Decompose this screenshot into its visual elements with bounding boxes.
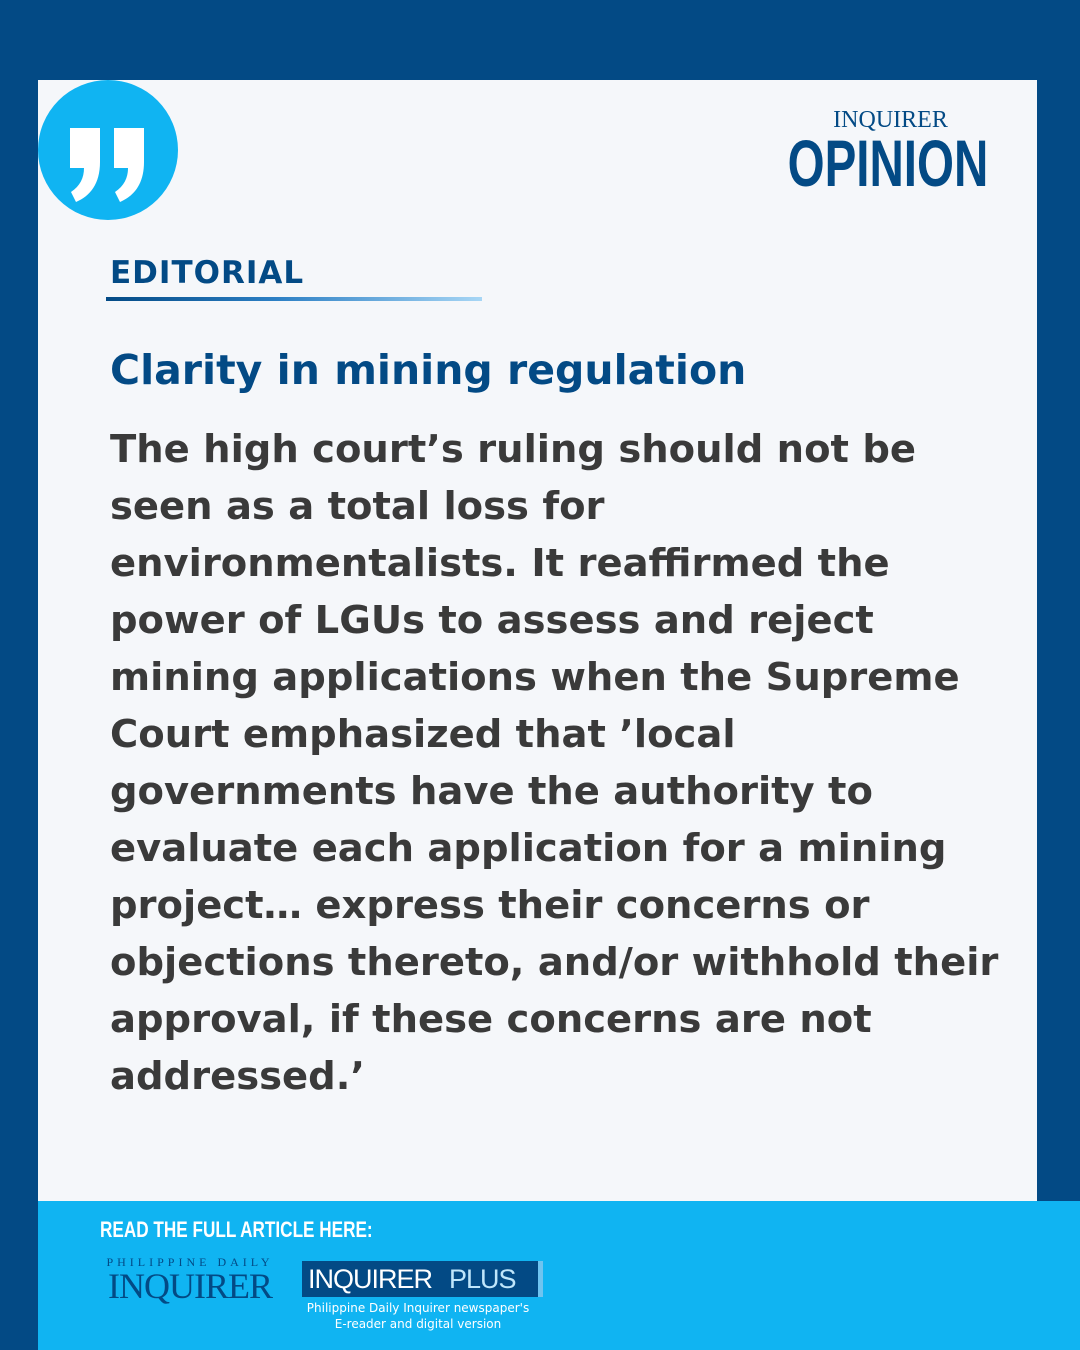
brand-small: INQUIRER bbox=[833, 107, 948, 133]
section-underline bbox=[106, 297, 482, 301]
inquirer-plus-word: INQUIRER bbox=[308, 1264, 433, 1294]
pdi-logo[interactable] bbox=[102, 1255, 278, 1306]
quote-badge bbox=[38, 80, 178, 220]
pdi-logo-top: PHILIPPINE DAILY bbox=[106, 1255, 274, 1269]
headline: Clarity in mining regulation bbox=[110, 346, 747, 394]
inquirer-plus-logo[interactable] bbox=[302, 1261, 543, 1297]
inquirer-plus-suffix: PLUS bbox=[449, 1264, 516, 1294]
pdi-logo-name: INQUIRER bbox=[108, 1266, 272, 1306]
footer-banner bbox=[38, 1201, 1080, 1350]
brand-big: OPINION bbox=[787, 126, 989, 200]
inquirer-plus-caption bbox=[298, 1300, 538, 1332]
caption-line-2: E-reader and digital version bbox=[334, 1317, 502, 1331]
editorial-excerpt: The high court’s ruling should not be seen as a total loss for environmentalists. It reaffirmed the power of LGUs to assess and reject mining applications when the Supreme Court emphasized that ’local governments have the authority to evaluate each application for a mining project… express their concerns or objections thereto, and/or withhold their approval, if these concerns are not addressed.’ bbox=[110, 427, 999, 1099]
quote-icon bbox=[38, 80, 178, 220]
inquirer-opinion-logo bbox=[787, 107, 994, 200]
section-label: EDITORIAL bbox=[110, 255, 305, 291]
caption-line-1: Philippine Daily Inquirer newspaper's bbox=[306, 1301, 530, 1315]
read-more-label: READ THE FULL ARTICLE HERE: bbox=[100, 1217, 373, 1242]
